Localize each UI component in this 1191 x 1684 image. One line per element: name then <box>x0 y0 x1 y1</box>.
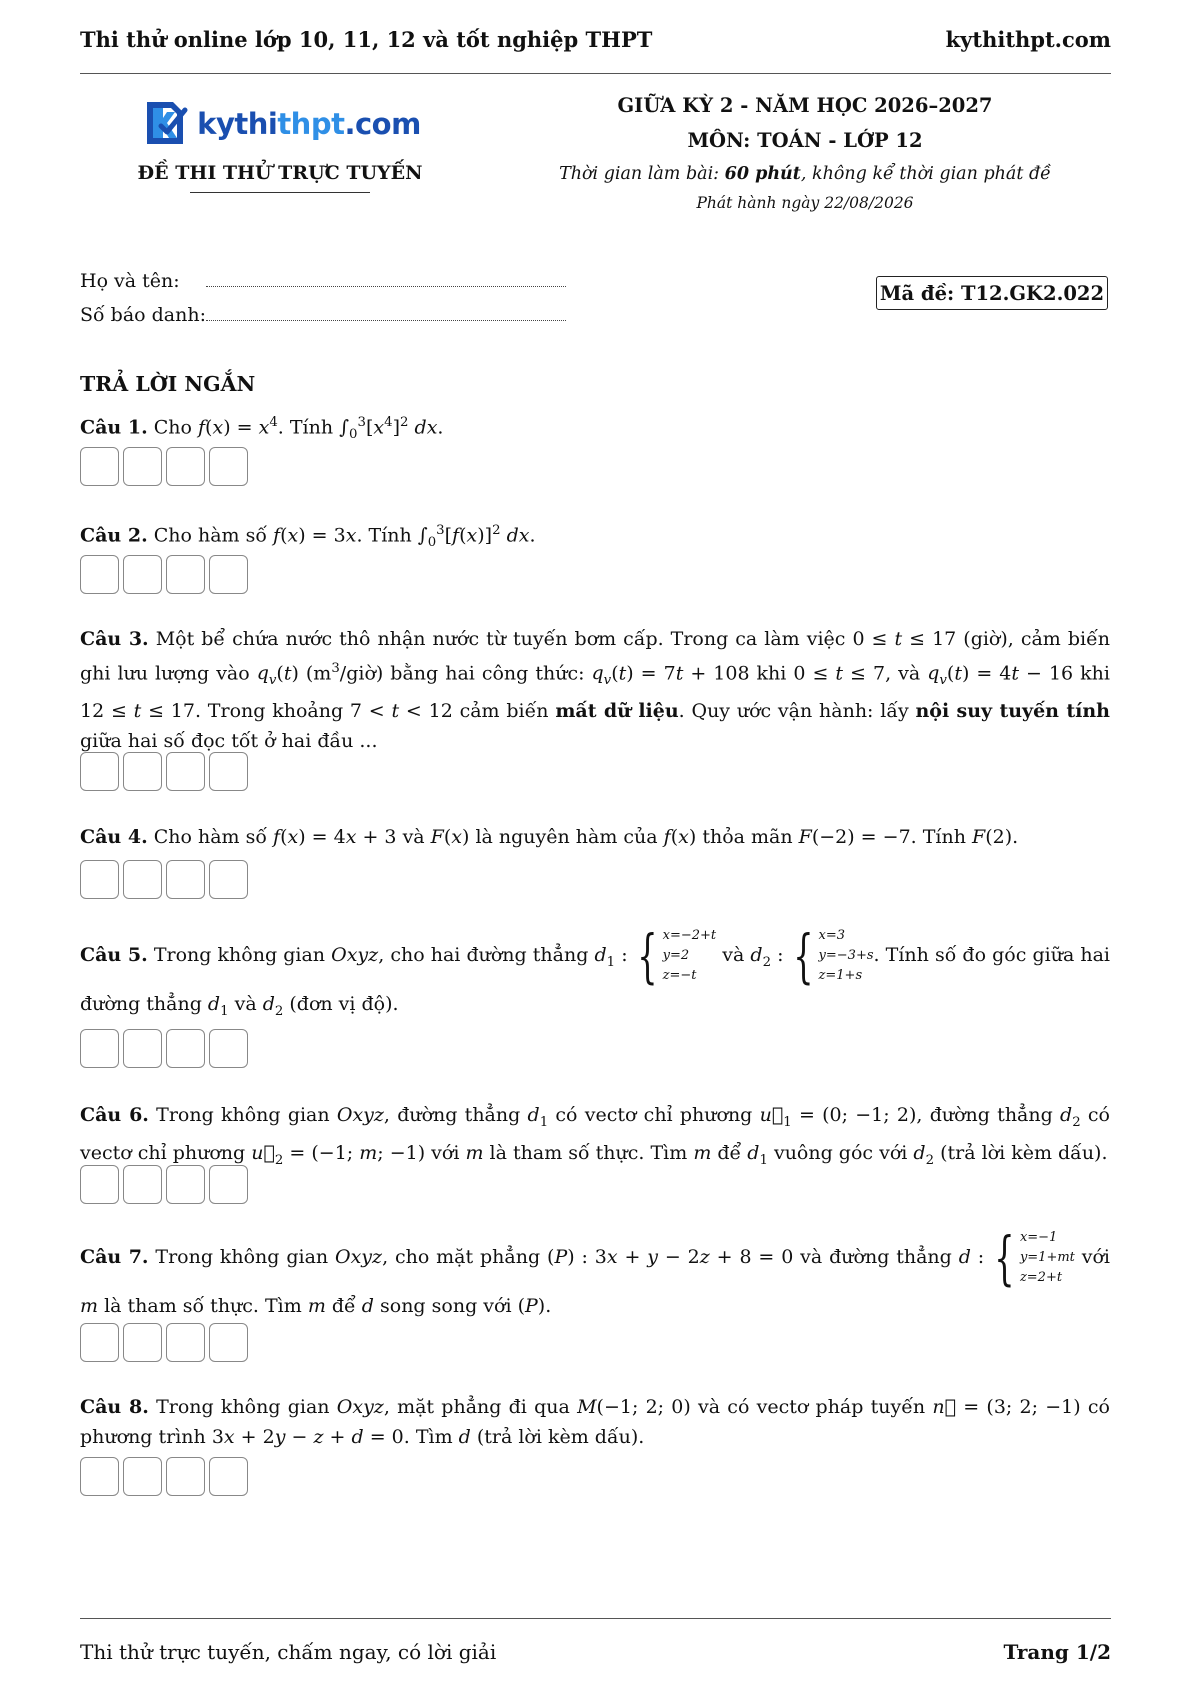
footer-tagline: Thi thử trực tuyến, chấm ngay, có lời giải <box>80 1640 497 1664</box>
answer-boxes-3 <box>80 752 248 791</box>
question-6: Câu 6. Trong không gian Oxyz, đường thẳng $d_1$ có vectơ chỉ phương $u⃗_1 = (0$; −1; 2), đường thẳng $d_2$ có vectơ chỉ phương $u⃗_2 = (-1$; m; −1) với m là tham số thực. Tìm m để $d_1$ vuông góc với $d_2$ (trả lời kèm dấu). <box>80 1104 1110 1168</box>
answer-cell[interactable] <box>123 555 162 594</box>
question-8: Câu 8. Trong không gian Oxyz, mặt phẳng đi qua M(−1; 2; 0) và có vectơ pháp tuyến n⃗ = (3; 2; −1) có phương trình 3x + 2y − z + d = 0. Tìm d (trả lời kèm dấu). <box>80 1396 1110 1448</box>
answer-cell[interactable] <box>123 447 162 486</box>
question-2: Câu 2. Cho hàm số f(x) = 3x. Tính $\int_0^3[f(x)]^2$ dx. <box>80 523 536 551</box>
line-d1-system: { x=−2+t y=2 z=−t <box>637 922 717 990</box>
answer-cell[interactable] <box>80 1323 119 1362</box>
answer-cell[interactable] <box>80 860 119 899</box>
exam-duration: Thời gian làm bài: 60 phút, không kể thời gian phát đề <box>559 164 1051 184</box>
answer-boxes-8 <box>80 1457 248 1496</box>
student-name-row <box>80 264 566 298</box>
exam-info <box>540 94 1070 212</box>
answer-cell[interactable] <box>209 1165 248 1204</box>
section-title: TRẢ LỜI NGẮN <box>80 372 256 396</box>
answer-cell[interactable] <box>80 447 119 486</box>
exam-code-badge: Mã đề: T12.GK2.022 <box>876 276 1108 310</box>
answer-cell[interactable] <box>80 555 119 594</box>
exam-title: GIỮA KỲ 2 - NĂM HỌC 2026–2027 <box>617 94 993 117</box>
answer-cell[interactable] <box>166 860 205 899</box>
logo-subtitle: ĐỀ THI THỬ TRỰC TUYẾN <box>137 162 423 184</box>
answer-boxes-7 <box>80 1323 248 1362</box>
answer-cell[interactable] <box>209 860 248 899</box>
answer-boxes-1 <box>80 447 248 486</box>
answer-cell[interactable] <box>166 752 205 791</box>
exam-release-date: Phát hành ngày 22/08/2026 <box>696 194 914 212</box>
answer-boxes-6 <box>80 1165 248 1204</box>
answer-cell[interactable] <box>123 752 162 791</box>
answer-cell[interactable] <box>209 555 248 594</box>
header-site-link[interactable]: kythithpt.com <box>945 26 1111 52</box>
page-number: Trang 1/2 <box>1003 1640 1111 1664</box>
footer-divider <box>80 1618 1111 1619</box>
answer-cell[interactable] <box>166 1323 205 1362</box>
answer-cell[interactable] <box>80 1029 119 1068</box>
header-divider <box>80 73 1111 74</box>
answer-boxes-5 <box>80 1029 248 1068</box>
answer-cell[interactable] <box>123 860 162 899</box>
line-d2-system: { x=3 y=−3+s z=1+s <box>792 922 874 990</box>
answer-cell[interactable] <box>123 1165 162 1204</box>
answer-cell[interactable] <box>166 1457 205 1496</box>
answer-cell[interactable] <box>166 447 205 486</box>
answer-cell[interactable] <box>80 1457 119 1496</box>
header-left-text: Thi thử online lớp 10, 11, 12 và tốt nghiệp THPT <box>80 26 653 52</box>
answer-cell[interactable] <box>166 1029 205 1068</box>
answer-cell[interactable] <box>166 555 205 594</box>
line-d-system: { x=−1 y=1+mt z=2+t <box>994 1224 1075 1292</box>
top-header <box>80 22 1111 56</box>
question-1: Câu 1. Cho $f(x) = x^4$. Tính $\int_0^3[x^4]^2$ dx. <box>80 415 444 443</box>
answer-cell[interactable] <box>209 1323 248 1362</box>
answer-boxes-2 <box>80 555 248 594</box>
answer-cell[interactable] <box>209 447 248 486</box>
answer-cell[interactable] <box>166 1165 205 1204</box>
answer-cell[interactable] <box>123 1323 162 1362</box>
student-id-field[interactable] <box>206 306 566 321</box>
student-info <box>80 264 566 332</box>
question-7: Câu 7. Trong không gian Oxyz, cho mặt phẳng (P) : 3x + y − 2z + 8 = 0 và đường thẳng d : { x=−1 y=1+mt z=2+t với m là tham số thực. Tìm m để d song song với (P). <box>80 1224 1111 1317</box>
answer-cell[interactable] <box>209 752 248 791</box>
answer-cell[interactable] <box>123 1457 162 1496</box>
logo-underline <box>190 192 370 193</box>
page-footer <box>80 1640 1111 1664</box>
student-id-label: Số báo danh: <box>80 304 207 326</box>
answer-cell[interactable] <box>209 1457 248 1496</box>
question-3: Câu 3. Một bể chứa nước thô nhận nước từ tuyến bơm cấp. Trong ca làm việc 0 ≤ t ≤ 17 (giờ), cảm biến ghi lưu lượng vào $q_v(t)$ $(m^3/giờ)$ bằng hai công thức: $q_v(t) = 7t + 108$ khi 0 ≤ t ≤ 7, và $q_v(t) = 4t - 16$ khi 12 ≤ t ≤ 17. Trong khoảng 7 < t < 12 cảm biến mất dữ liệu. Quy ước vận hành: lấy nội suy tuyến tính giữa hai số đọc tốt ở hai đầu ... <box>80 628 1111 753</box>
logo-document-icon <box>139 98 191 150</box>
answer-cell[interactable] <box>80 1165 119 1204</box>
answer-cell[interactable] <box>209 1029 248 1068</box>
student-name-label: Họ và tên: <box>80 270 180 292</box>
answer-boxes-4 <box>80 860 248 899</box>
student-id-row <box>80 298 566 332</box>
student-name-field[interactable] <box>206 272 566 287</box>
logo-block <box>120 98 440 193</box>
answer-cell[interactable] <box>123 1029 162 1068</box>
site-logo <box>120 98 440 150</box>
question-4: Câu 4. Cho hàm số f(x) = 4x + 3 và F(x) là nguyên hàm của f(x) thỏa mãn F(−2) = −7. Tính F(2). <box>80 826 1019 848</box>
exam-subject: MÔN: TOÁN - LỚP 12 <box>687 129 923 152</box>
logo-wordmark: kythithpt.com <box>197 107 421 141</box>
question-5: Câu 5. Trong không gian Oxyz, cho hai đường thẳng $d_1$ : { x=−2+t y=2 z=−t và $d_2$ : { x=3 y=−3+s z=1+s . Tính số đo góc giữa hai đường thẳng $d_1$ và $d_2$ (đơn vị độ). <box>80 922 1111 1019</box>
answer-cell[interactable] <box>80 752 119 791</box>
